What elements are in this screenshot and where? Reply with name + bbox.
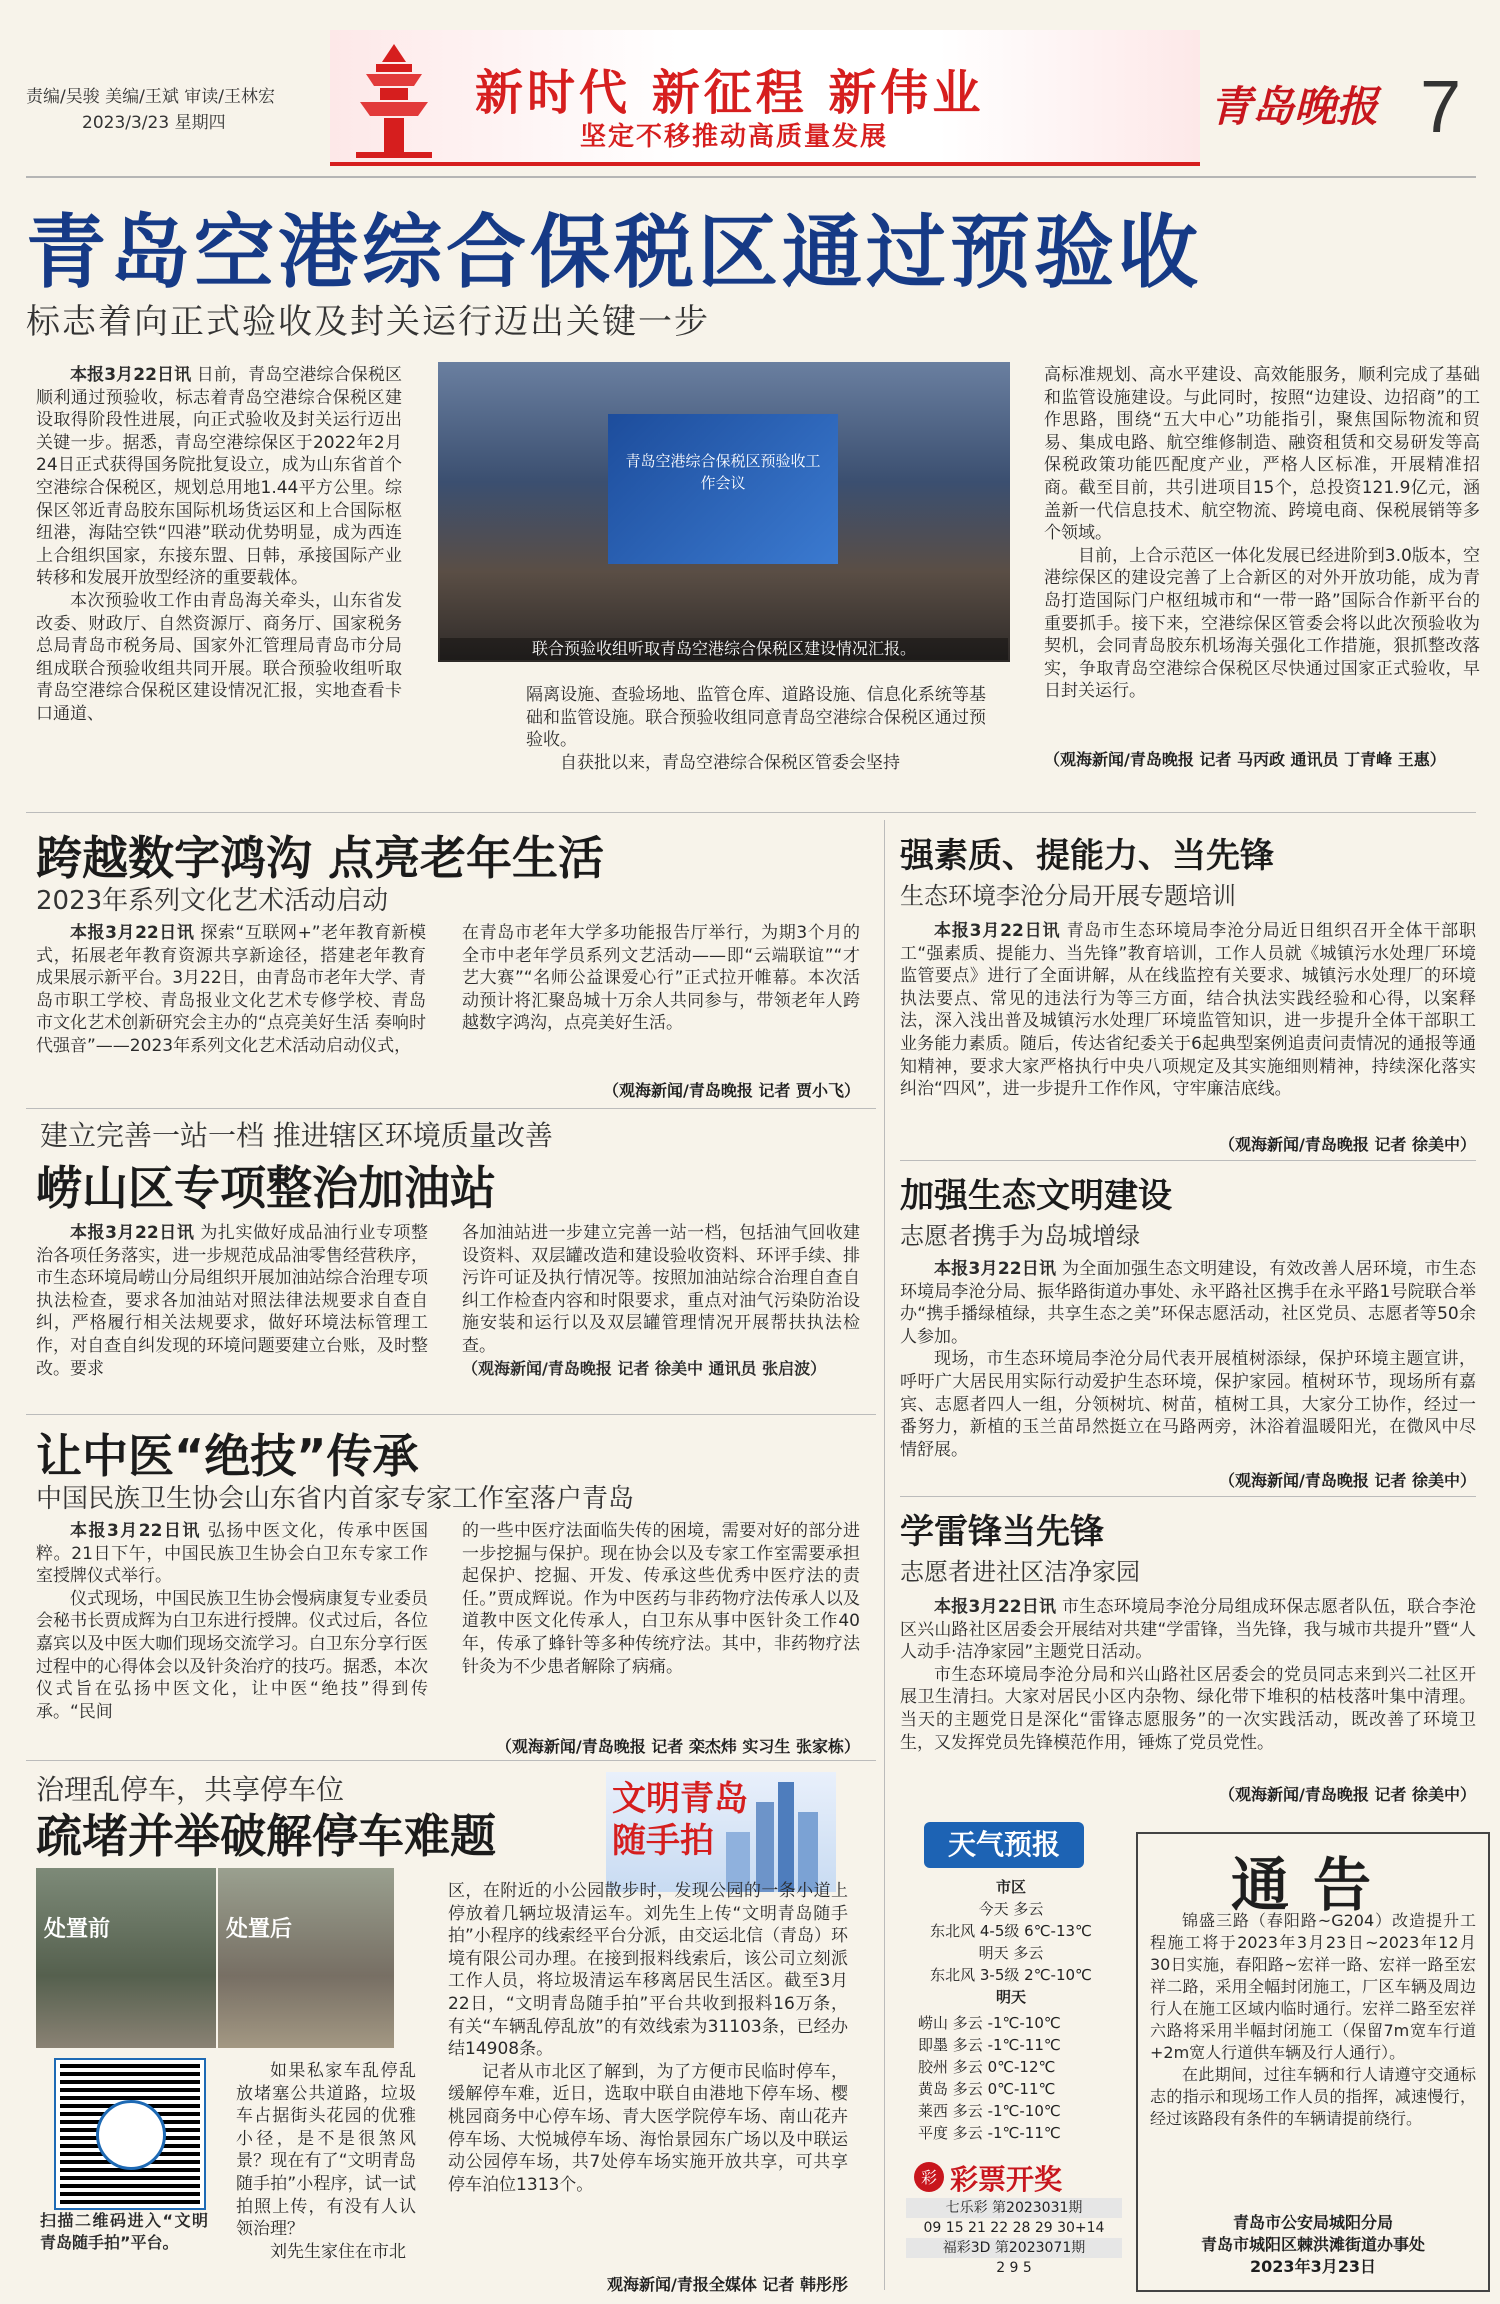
training-subheadline: 生态环境李沧分局开展专题培训: [900, 882, 1236, 910]
notice-signature: 青岛市公安局城阳分局 青岛市城阳区棘洪滩街道办事处 2023年3月23日: [1200, 2213, 1425, 2276]
before-label: 处置前: [44, 1917, 111, 1942]
notice-title: 通告: [1230, 1851, 1395, 1919]
leifeng-subheadline: 志愿者进社区洁净家园: [900, 1558, 1140, 1586]
leifeng-headline: 学雷锋当先锋: [900, 1512, 1104, 1552]
banner-slogan: 新时代 新征程 新伟业: [475, 65, 985, 121]
gas-kicker: 建立完善一站一档 推进辖区环境质量改善: [40, 1119, 553, 1152]
wenming-badge-text: 文明青岛 随手拍: [612, 1779, 748, 1861]
qr-caption: 扫描二维码进入“文明青岛随手拍”平台。: [40, 2211, 208, 2252]
leifeng-body: 本报3月22日讯 市生态环境局李沧分局组成环保志愿者队伍，联合李沧区兴山路社区居委会开展结对共建“学雷锋，当先锋，我与城市共提升”暨“人人动手·洁净家园”主题党日活动。 市生态环境局李沧分局和兴山路社区居委会的党员同志来到兴二社区开展卫生清扫。大家对居民小区内杂物、绿化带下堆积的枯枝落叶集中清理。当天的主题党日是深化“雷锋志愿服务”的一次实践活动，既改善了环境卫生，又发挥党员先锋模范作用，锤炼了党员党性。: [900, 1597, 1476, 1753]
meeting-screen: 青岛空港综合保税区预验收工作会议: [608, 414, 838, 564]
zhanqiao-tower-icon: [346, 40, 442, 160]
after-photo: [218, 1868, 394, 2048]
lead-col-1: 本报3月22日讯 日前，青岛空港综合保税区顺利通过预验收，标志着青岛空港综合保税区建设取得阶段性进展，向正式验收及封关运行迈出关键一步。据悉，青岛空港综保区于2022年2月24日正式获得国务院批复设立，成为山东省首个空港综合保税区，规划总用地1.44平方公里。综保区邻近青岛胶东国际机场货运区和上合国际枢纽港，海陆空铁“四港”联动优势明显，成为西连上合组织国家，东接东盟、日韩，承接国际产业转移和发展开放型经济的重要载体。 本次预验收工作由青岛海关牵头，山东省发改委、财政厅、自然资源厅、商务厅、国家税务总局青岛市税务局、国家外汇管理局青岛市分局组成联合预验收组共同开展。联合预验收组听取青岛空港综合保税区建设情况汇报，实地查看卡口通道、: [36, 365, 402, 724]
gas-byline: （观海新闻/青岛晚报 记者 徐美中 通讯员 张启波）: [462, 1358, 827, 1378]
lead-byline: （观海新闻/青岛晚报 记者 马丙政 通讯员 丁青峰 王惠）: [1044, 750, 1446, 769]
section-rule: [26, 1414, 876, 1415]
parking-kicker: 治理乱停车，共享停车位: [36, 1773, 345, 1806]
masthead-meta: [26, 84, 275, 136]
svg-text:彩: 彩: [920, 2168, 938, 2187]
tcm-col-1: 本报3月22日讯 弘扬中医文化，传承中医国粹。21日下午，中国民族卫生协会白卫东专家工作室授牌仪式举行。 仪式现场，中国民族卫生协会慢病康复专业委员会秘书长贾成辉为白卫东进行授牌。仪式过后，各位嘉宾以及中医大咖们现场交流学习。白卫东分享行医过程中的心得体会以及针灸治疗的技巧。据悉，本次仪式旨在弘扬中医文化，让中医“绝技”得到传承。“民间: [36, 1521, 428, 1722]
ecology-subheadline: 志愿者携手为岛城增绿: [900, 1222, 1140, 1250]
lead-col-3: 高标准规划、高水平建设、高效能服务，顺利完成了基础和监管设施建设。与此同时，按照“边建设、边招商”的工作思路，围绕“五大中心”功能指引，聚焦国际物流和贸易、集成电路、航空维修制造、融资租赁和交易研发等高保税政策功能匹配度产业，严格人区标准，开展精准招商。截至目前，共引进项目15个，总投资121.9亿元，涵盖新一代信息技术、航空物流、跨境电商、保税展销等多个领域。 目前，上合示范区一体化发展已经进阶到3.0版本，空港综保区的建设完善了上合新区的对外开放功能，成为青岛打造国际门户枢纽城市和“一带一路”国际合作新平台的重要抓手。接下来，空港综保区管委会将以此次预验收为契机，会同青岛胶东机场海关强化工作措施，狠抓整改落实，争取青岛空港综合保税区尽快通过国家正式验收，早日封关运行。: [1044, 365, 1480, 702]
weather-panel: 市区 今天 多云 东北风 4-5级 6℃-13℃ 明天 多云 东北风 3-5级 2℃-10℃ 明天: [930, 1878, 1092, 2006]
editors: 责编/吴骏 美编/王斌 审读/王林宏: [26, 87, 275, 107]
district-row: 平度 多云 -1℃-11℃: [918, 2124, 1061, 2142]
lead-subheadline: 标志着向正式验收及封关运行迈出关键一步: [26, 302, 710, 342]
column-rule: [884, 820, 885, 2290]
issue-date: 2023/3/23 星期四: [82, 113, 226, 133]
lottery-panel: 七乐彩 第2023031期 09 15 21 22 28 29 30+14 福彩3D 第2023071期 2 9 5: [906, 2198, 1122, 2278]
page-number: 7: [1420, 65, 1462, 148]
lottery-icon: [912, 2160, 946, 2194]
after-label: 处置后: [226, 1917, 293, 1942]
section-rule: [26, 1108, 876, 1109]
training-headline: 强素质、提能力、当先锋: [900, 836, 1274, 876]
ecology-byline: （观海新闻/青岛晚报 记者 徐美中）: [1219, 1471, 1476, 1490]
elderly-headline: 跨越数字鸿沟 点亮老年生活: [36, 831, 605, 885]
ecology-body: 本报3月22日讯 为全面加强生态文明建设，有效改善人居环境，市生态环境局李沧分局、振华路街道办事处、永平路社区携手在永平路1号院联合举办“携手播绿植绿，共享生态之美”环保志愿活动，社区党员、志愿者等50余人参加。 现场，市生态环境局李沧分局代表开展植树添绿，保护环境主题宣讲，呼吁广大居民用实际行动爱护生态环境，保护家园。植树环节，现场所有嘉宾、志愿者四人一组，分领树坑、树苗，植树工具，大家分工协作，经过一番努力，新植的玉兰苗昂然挺立在马路两旁，沐浴着温暖阳光，在微风中尽情舒展。: [900, 1259, 1476, 1460]
district-row: 黄岛 多云 0℃-11℃: [918, 2080, 1056, 2098]
weather-title: 天气预报: [924, 1822, 1084, 1868]
tcm-col-2: 的一些中医疗法面临失传的困境，需要对好的部分进一步挖掘与保护。现在协会以及专家工作室需要承担起保护、挖掘、开发、传承这些优秀中医疗法的责任。”贾成辉说。作为中医药与非药物疗法传承人以及道教中医文化传承人，白卫东从事中医针灸工作40年，传承了蜂针等多种传统疗法。其中，非药物疗法针灸为不少患者解除了病痛。: [462, 1521, 860, 1677]
tcm-subheadline: 中国民族卫生协会山东省内首家专家工作室落户青岛: [36, 1484, 635, 1514]
photo-caption: 联合预验收组听取青岛空港综合保税区建设情况汇报。: [440, 638, 1008, 660]
banner-subslogan: 坚定不移推动高质量发展: [580, 122, 889, 152]
district-row: 胶州 多云 0℃-12℃: [918, 2058, 1056, 2076]
wenming-logo-icon: [96, 2100, 166, 2170]
dateline: 本报3月22日讯: [70, 365, 192, 385]
gas-col-2: 各加油站进一步建立完善一站一档，包括油气回收建设资料、双层罐改造和建设验收资料、环评手续、排污许可证及执行情况等。按照加油站综合治理自查自纠工作检查内容和时限要求，重点对油气污染防治设施安装和运行以及双层罐管理情况开展帮扶执法检查。 （观海新闻/青岛晚报 记者 徐美中 通讯员 张启波）: [462, 1222, 860, 1404]
parking-byline: 观海新闻/青报全媒体 记者 韩彤彤: [607, 2275, 848, 2294]
training-body: 本报3月22日讯 青岛市生态环境局李沧分局近日组织召开全体干部职工“强素质、提能力、当先锋”教育培训，工作人员就《城镇污水处理厂环境监管要点》进行了全面讲解，从在线监控有关要求、城镇污水处理厂的环境执法要点、常见的违法行为等三方面，结合执法实践经验和心得，以案释法，深入浅出普及城镇污水处理厂环境监管知识，进一步提升全体干部职工业务能力素质。随后，传达省纪委关于6起典型案例追责问责情况的通报等通知精神，要求大家严格执行中央八项规定及其实施细则精神，持续深化落实纠治“四风”，进一步提升工作作风，守牢廉洁底线。: [900, 921, 1476, 1100]
section-rule: [900, 1496, 1476, 1497]
notice-body: 锦盛三路（春阳路~G204）改造提升工程施工将于2023年3月23日~2023年12月30日实施，春阳路~宏祥一路、宏祥一路至宏祥二路，采用全幅封闭施工，厂区车辆及周边行人在施工区域内临时通行。宏祥二路至宏祥六路将采用半幅封闭施工（保留7m宽车行道+2m宽人行道供车辆及行人通行）。 在此期间，过往车辆和行人请遵守交通标志的指示和现场工作人员的指挥，减速慢行，经过该路段有条件的车辆请提前绕行。: [1150, 1911, 1476, 2128]
elderly-subheadline: 2023年系列文化艺术活动启动: [36, 886, 389, 916]
section-rule: [26, 1760, 876, 1761]
weather-district-list: [918, 2012, 1108, 2144]
masthead-rule: [26, 176, 1476, 178]
district-row: 莱西 多云 -1℃-10℃: [918, 2102, 1061, 2120]
tcm-byline: （观海新闻/青岛晚报 记者 栾杰炜 实习生 张家栋）: [495, 1737, 860, 1756]
leifeng-byline: （观海新闻/青岛晚报 记者 徐美中）: [1219, 1785, 1476, 1804]
parking-col-1: 如果私家车乱停乱放堵塞公共道路，垃圾车占据街头花园的优雅小径，是不是很煞风景？现在有了“文明青岛随手拍”小程序，试一试拍照上传，有没有人认领治理？ 刘先生家住在市北: [236, 2061, 416, 2262]
tcm-headline: 让中医“绝技”传承: [36, 1429, 419, 1483]
section-rule: [26, 812, 1476, 813]
section-rule: [900, 1160, 1476, 1161]
parking-headline: 疏堵并举破解停车难题: [36, 1809, 496, 1863]
elderly-col-2: 在青岛市老年大学多功能报告厅举行，为期3个月的全市中老年学员系列文艺活动——即“云端联谊”“才艺大赛”“名师公益课爱心行”正式拉开帷幕。本次活动预计将汇聚岛城十万余人共同参与，带领老年人跨越数字鸿沟，点亮美好生活。: [462, 923, 860, 1034]
gas-headline: 崂山区专项整治加油站: [36, 1161, 496, 1215]
district-row: 即墨 多云 -1℃-11℃: [918, 2036, 1061, 2054]
elderly-col-1: 本报3月22日讯 探索“互联网+”老年教育新模式，拓展老年教育资源共享新途径，搭建老年教育成果展示新平台。3月22日，由青岛市老年大学、青岛市职工学校、青岛报业文化艺术专修学校、青岛市文化艺术创新研究会主办的“点亮美好生活 奏响时代强音”——2023年系列文化艺术活动启动仪式，: [36, 923, 426, 1056]
parking-col-2: 区，在附近的小公园散步时，发现公园的一条小道上停放着几辆垃圾清运车。刘先生上传“文明青岛随手拍”小程序的线索经平台分派，由交运北信（青岛）环境有限公司办理。在接到报料线索后，该公司立刻派工作人员，将垃圾清运车移离居民生活区。截至3月22日，“文明青岛随手拍”平台共收到报料16万条，有关“车辆乱停乱放”的有效线索为31103条，已经办结14908条。 记者从市北区了解到，为了方便市民临时停车，缓解停车难，近日，选取中联自由港地下停车场、樱桃园商务中心停车场、青大医学院停车场、南山花卉停车场、大悦城停车场、海怡景园东广场以及中联运动公园停车场，共7处停车场实施开放共享，可共享停车泊位1313个。: [448, 1881, 848, 2195]
ecology-headline: 加强生态文明建设: [900, 1176, 1172, 1216]
elderly-byline: （观海新闻/青岛晚报 记者 贾小飞）: [603, 1081, 860, 1100]
before-photo: [36, 1868, 216, 2048]
lottery-title: 彩票开奖: [950, 2163, 1063, 2196]
lead-col-2: 隔离设施、查验场地、监管仓库、道路设施、信息化系统等基础和监管设施。联合预验收组同意青岛空港综合保税区通过预验收。 自获批以来，青岛空港综合保税区管委会坚持: [526, 685, 986, 773]
district-row: 崂山 多云 -1℃-10℃: [918, 2014, 1061, 2032]
paper-name-logo: 青岛晚报: [1210, 82, 1379, 131]
lead-headline: 青岛空港综合保税区通过预验收: [26, 206, 1202, 299]
gas-col-1: 本报3月22日讯 为扎实做好成品油行业专项整治各项任务落实，进一步规范成品油零售经营秩序，市生态环境局崂山分局组织开展加油站综合治理专项执法检查，要求各加油站对照法律法规要求自查自纠，严格履行相关法规要求，做好环境法标管理工作，对自查自纠发现的环境问题要建立台账，及时整改。要求: [36, 1223, 428, 1379]
training-byline: （观海新闻/青岛晚报 记者 徐美中）: [1219, 1135, 1476, 1154]
